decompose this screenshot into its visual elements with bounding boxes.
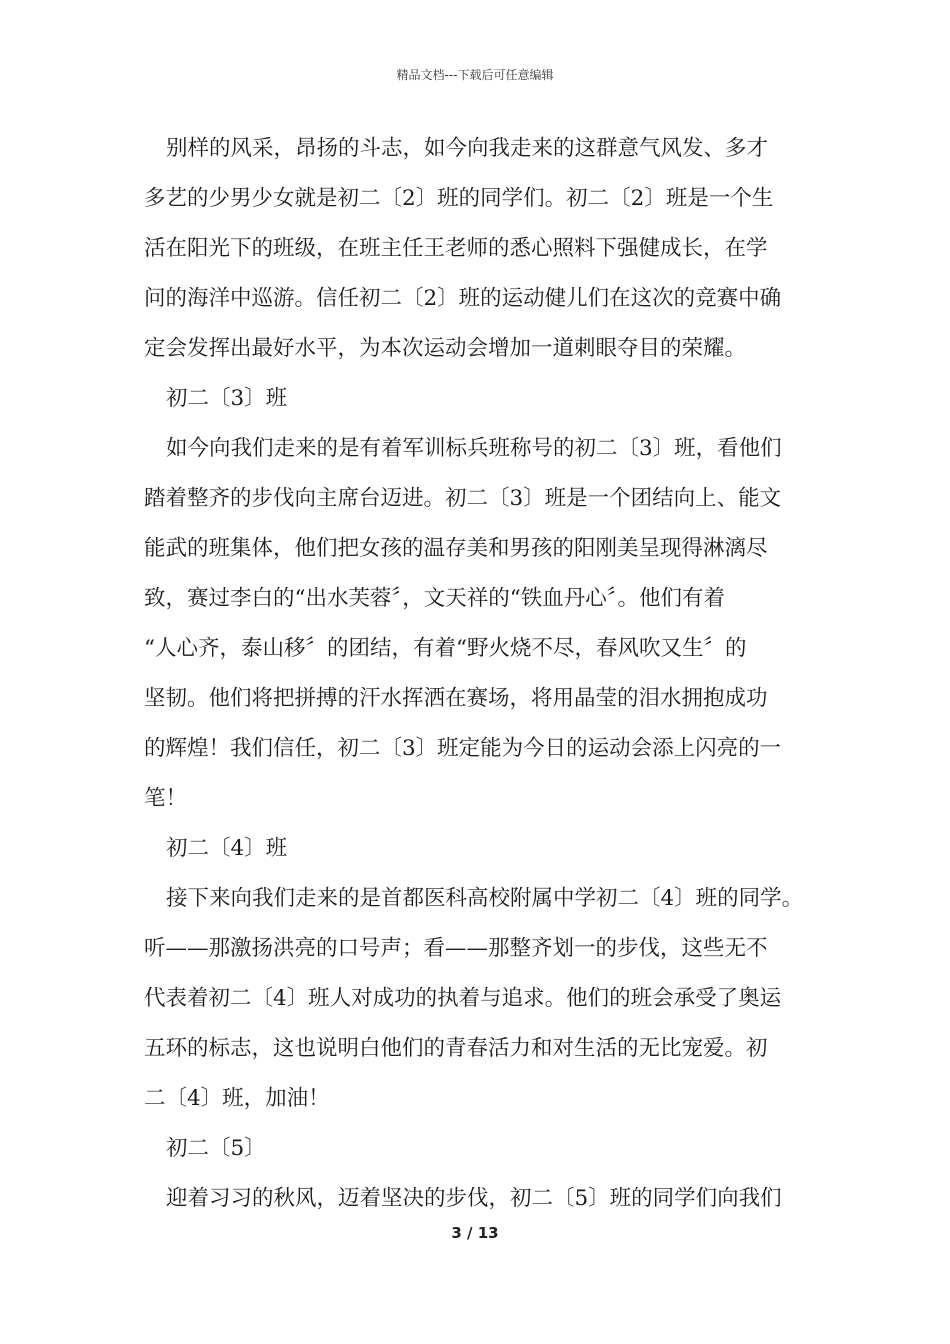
text-line: 定会发挥出最好水平，为本次运动会增加一道刺眼夺目的荣耀。	[144, 336, 747, 361]
text-line: 问的海洋中巡游。信任初二〔2〕班的运动健儿们在这次的竞赛中确	[144, 286, 782, 311]
section-heading: 初二〔4〕班	[166, 836, 288, 861]
document-body	[144, 124, 812, 1224]
text-line: 活在阳光下的班级，在班主任王老师的悉心照料下强健成长，在学	[144, 236, 768, 261]
text-line: 如今向我们走来的是有着军训标兵班称号的初二〔3〕班，看他们	[166, 436, 782, 461]
text-line: 致，赛过李白的“出水芙蓉〞，文天祥的“铁血丹心〞。他们有着	[144, 586, 725, 611]
text-line: 坚韧。他们将把拼搏的汗水挥洒在赛场，将用晶莹的泪水拥抱成功	[144, 686, 768, 711]
text-line: 听——那激扬洪亮的口号声；看——那整齐划一的步伐，这些无不	[144, 936, 768, 961]
page-number: 3 / 13	[451, 1224, 499, 1242]
text-line: 的辉煌！我们信任，初二〔3〕班定能为今日的运动会添上闪亮的一	[144, 736, 782, 761]
text-line: 迎着习习的秋风，迈着坚决的步伐，初二〔5〕班的同学们向我们	[166, 1186, 782, 1211]
section-heading: 初二〔5〕	[166, 1136, 266, 1161]
text-line: 踏着整齐的步伐向主席台迈进。初二〔3〕班是一个团结向上、能文	[144, 486, 782, 511]
text-line: 二〔4〕班，加油！	[144, 1086, 330, 1111]
page-header: 精品文档---下载后可任意编辑	[396, 68, 554, 82]
text-line: 笔！	[144, 786, 188, 811]
text-line: 接下来向我们走来的是首都医科高校附属中学初二〔4〕班的同学。	[166, 886, 804, 911]
text-line: 能武的班集体，他们把女孩的温存美和男孩的阳刚美呈现得淋漓尽	[144, 536, 768, 561]
text-line: 多艺的少男少女就是初二〔2〕班的同学们。初二〔2〕班是一个生	[144, 186, 774, 211]
text-line: 代表着初二〔4〕班人对成功的执着与追求。他们的班会承受了奥运	[144, 986, 782, 1011]
text-line: 别样的风采，昂扬的斗志，如今向我走来的这群意气风发、多才	[166, 136, 769, 161]
text-line: 五环的标志，这也说明白他们的青春活力和对生活的无比宠爱。初	[144, 1036, 768, 1061]
section-heading: 初二〔3〕班	[166, 386, 288, 411]
text-line: “人心齐，泰山移〞的团结，有着“野火烧不尽，春风吹又生〞的	[144, 636, 747, 661]
